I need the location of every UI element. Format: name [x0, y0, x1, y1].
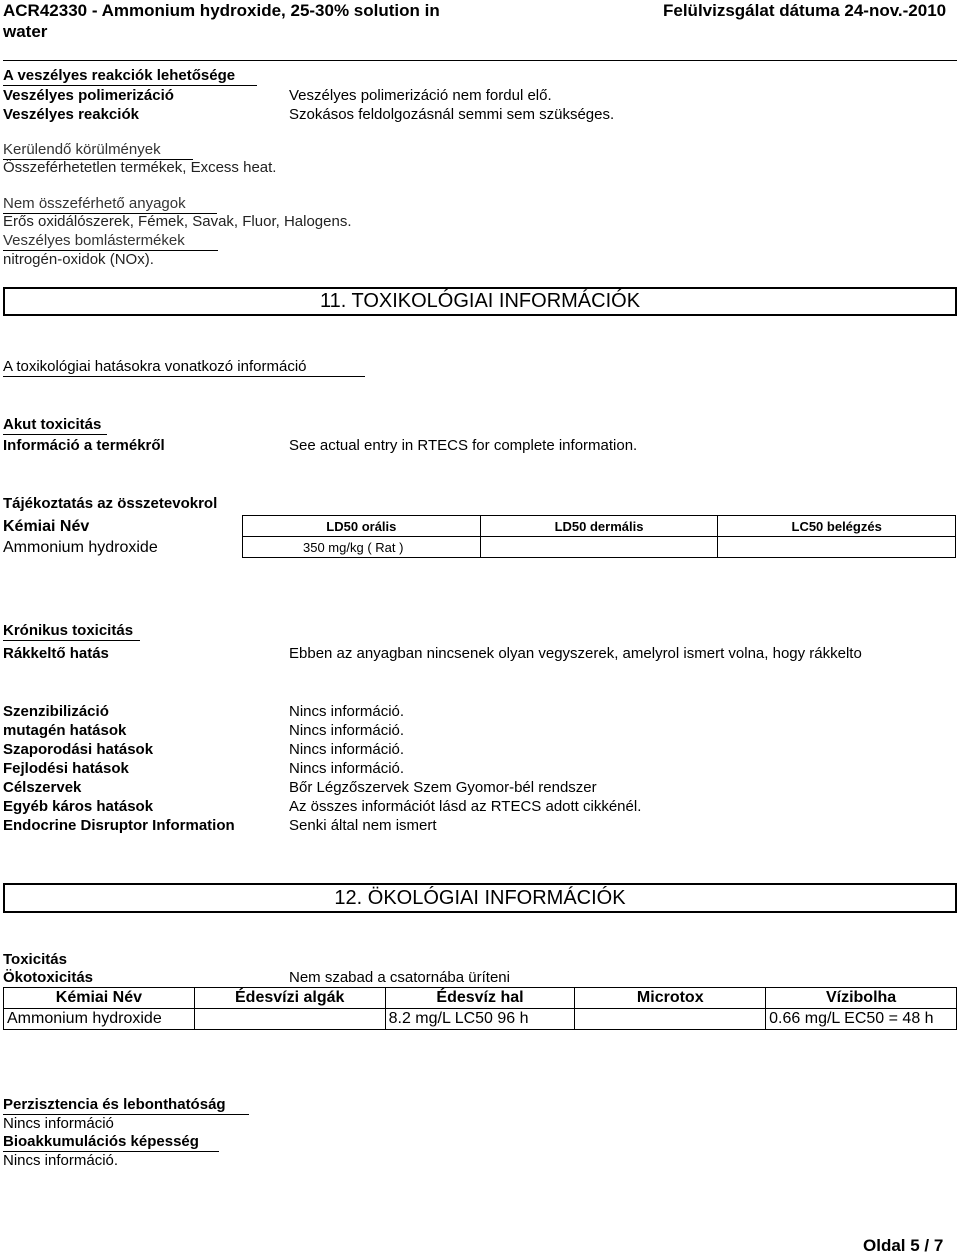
product-title-line2: water: [3, 22, 48, 41]
product-title-line1: ACR42330 - Ammonium hydroxide, 25-30% solution in: [3, 1, 440, 20]
hazardous-polymerization-label: Veszélyes polimerizáció: [3, 87, 174, 104]
hazardous-polymerization-value: Veszélyes polimerizáció nem fordul elő.: [289, 87, 552, 104]
table-header-row: [4, 988, 957, 1009]
table-header-cell: LD50 orális: [243, 516, 481, 537]
table-header-cell: LD50 dermális: [480, 516, 718, 537]
effect-value: Bőr Légzőszervek Szem Gyomor-bél rendszer: [289, 779, 597, 796]
review-date: Felülvizsgálat dátuma 24-nov.-2010: [663, 1, 947, 20]
hazardous-reactions-value: Szokásos feldolgozásnál semmi sem szükséges.: [289, 106, 615, 123]
bioaccumulation-value: Nincs információ.: [3, 1152, 119, 1169]
effect-label: Célszervek: [3, 779, 82, 796]
components-info-title: Tájékoztatás az összetevokrol: [3, 495, 218, 512]
effect-value: Nincs információ.: [289, 741, 405, 758]
effect-value: Senki által nem ismert: [289, 817, 437, 834]
table-header-cell: LC50 belégzés: [718, 516, 956, 537]
incompatible-materials-value: Erős oxidálószerek, Fémek, Savak, Fluor, Halogens.: [3, 213, 352, 230]
effect-value: Nincs információ.: [289, 722, 405, 739]
effect-label: Szenzibilizáció: [3, 703, 109, 720]
table-cell: 0.66 mg/L EC50 = 48 h: [766, 1009, 957, 1030]
table-header-cell: Kémiai Név: [4, 988, 195, 1009]
table-cell: 350 mg/kg ( Rat ): [243, 537, 481, 558]
carcinogenicity-value: Ebben az anyagban nincsenek olyan vegyszerek, amelyrol ismert volna, hogy rákkelto: [289, 645, 862, 662]
table-cell: [194, 1009, 385, 1030]
ecotoxicity-title: Ökotoxicitás: [3, 970, 98, 988]
tox-info-title: A toxikológiai hatásokra vonatkozó információ: [3, 359, 365, 377]
table-cell: Ammonium hydroxide: [4, 1009, 195, 1030]
table-header-cell: Édesvíz hal: [385, 988, 575, 1009]
chemical-name-label: Kémiai Név: [3, 518, 90, 535]
decomposition-products-title: Veszélyes bomlástermékek: [3, 233, 218, 251]
incompatible-materials-title: Nem összeférhető anyagok: [3, 196, 217, 214]
product-info-value: See actual entry in RTECS for complete information.: [289, 437, 638, 454]
product-info-label: Információ a termékről: [3, 437, 165, 454]
page-number: Oldal 5 / 7: [863, 1236, 944, 1252]
persistence-title: Perzisztencia és lebonthatóság: [3, 1097, 249, 1115]
effect-value: Nincs információ.: [289, 760, 405, 777]
hazardous-reactions-label: Veszélyes reakciók: [3, 106, 139, 123]
effect-label: Fejlodési hatások: [3, 760, 129, 777]
table-cell: [480, 537, 718, 558]
table-header-cell: Microtox: [575, 988, 766, 1009]
toxicity-title: Toxicitás: [3, 951, 67, 968]
carcinogenicity-label: Rákkeltő hatás: [3, 645, 109, 662]
decomposition-products-value: nitrogén-oxidok (NOx).: [3, 251, 154, 268]
acute-toxicity-title: Akut toxicitás: [3, 417, 107, 435]
conditions-to-avoid-value: Összeférhetetlen termékek, Excess heat.: [3, 159, 277, 176]
effect-label: Endocrine Disruptor Information: [3, 817, 235, 834]
table-header-cell: Édesvízi algák: [194, 988, 385, 1009]
effect-value: Nincs információ.: [289, 703, 405, 720]
effect-label: mutagén hatások: [3, 722, 127, 739]
table-row: [243, 537, 956, 558]
table-cell: [575, 1009, 766, 1030]
persistence-value: Nincs információ: [3, 1115, 114, 1132]
conditions-to-avoid-title: Kerülendő körülmények: [3, 142, 193, 160]
table-header-row: [243, 516, 956, 537]
header-rule: [3, 60, 957, 61]
section-12-heading: 12. ÖKOLÓGIAI INFORMÁCIÓK: [3, 883, 957, 913]
table-cell: 8.2 mg/L LC50 96 h: [385, 1009, 575, 1030]
chronic-toxicity-title: Krónikus toxicitás: [3, 623, 140, 641]
bioaccumulation-title: Bioakkumulációs képesség: [3, 1134, 219, 1152]
table-header-cell: Vízibolha: [766, 988, 957, 1009]
effects-labels: [3, 702, 235, 835]
chemical-name-value: Ammonium hydroxide: [3, 539, 158, 556]
ecotoxicity-table: [3, 987, 957, 1030]
effect-label: Egyéb káros hatások: [3, 798, 154, 815]
table-row: [4, 1009, 957, 1030]
effects-values: [289, 702, 641, 835]
effect-value: Az összes információt lásd az RTECS adott cikkénél.: [289, 798, 642, 815]
effect-label: Szaporodási hatások: [3, 741, 154, 758]
ecotoxicity-value: Nem szabad a csatornába üríteni: [289, 969, 510, 986]
section-11-heading: 11. TOXIKOLÓGIAI INFORMÁCIÓK: [3, 287, 957, 316]
acute-toxicity-table: [242, 515, 956, 558]
table-cell: [718, 537, 956, 558]
hazardous-reactions-title: A veszélyes reakciók lehetősége: [3, 68, 257, 86]
